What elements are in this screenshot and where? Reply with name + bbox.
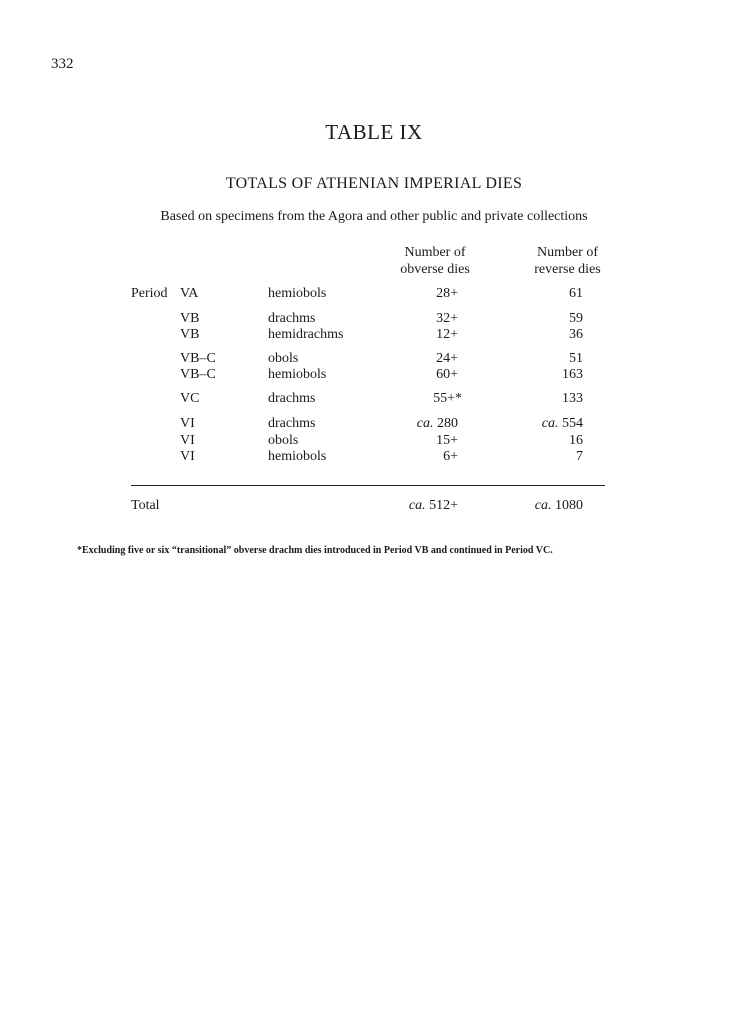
table-row	[0, 327, 748, 345]
reverse-value: 61	[569, 286, 583, 301]
obverse-value: 55+*	[433, 391, 462, 406]
reverse-value: 163	[562, 367, 583, 382]
table-row	[0, 367, 748, 385]
table-heading: TOTALS OF ATHENIAN IMPERIAL DIES	[225, 175, 523, 192]
total-label: Total	[131, 498, 160, 513]
obverse-count	[417, 416, 458, 432]
denomination: obols	[268, 433, 299, 448]
period-code: VI	[180, 449, 195, 464]
denomination: hemiobols	[268, 367, 327, 382]
table-subtitle: Based on specimens from the Agora and other public and private collections	[160, 209, 588, 224]
table-row	[0, 416, 748, 434]
reverse-count	[569, 327, 583, 343]
period-label: Period	[131, 286, 168, 301]
period-code: VB	[180, 327, 200, 342]
reverse-count	[542, 416, 583, 432]
reverse-value: 59	[569, 311, 583, 326]
period-code: VI	[180, 416, 195, 431]
column-header-obverse-line2: obverse dies	[400, 262, 470, 277]
period-code: VA	[180, 286, 199, 301]
obverse-count	[436, 433, 458, 449]
reverse-value: 51	[569, 351, 583, 366]
reverse-count	[569, 286, 583, 302]
page-number: 332	[51, 56, 74, 72]
obverse-value: 60+	[436, 367, 458, 382]
obverse-count	[436, 311, 458, 327]
period-code: VB–C	[180, 351, 216, 366]
period-code: VB	[180, 311, 200, 326]
obverse-count	[436, 351, 458, 367]
circa-prefix: ca.	[408, 498, 426, 513]
total-obverse	[409, 498, 458, 514]
circa-prefix: ca.	[541, 416, 559, 431]
table-row	[0, 286, 748, 304]
footnote: *Excluding five or six “transitional” obverse drachm dies introduced in Period VB and continued in Period VC.	[77, 545, 553, 556]
reverse-value: 7	[576, 449, 583, 464]
obverse-count	[436, 286, 458, 302]
denomination: drachms	[268, 311, 316, 326]
denomination: hemiobols	[268, 286, 327, 301]
total-obverse-value: 512+	[429, 498, 458, 513]
obverse-count	[436, 327, 458, 343]
period-code: VB–C	[180, 367, 216, 382]
circa-prefix: ca.	[416, 416, 434, 431]
reverse-count	[562, 367, 583, 383]
reverse-count	[569, 311, 583, 327]
obverse-value: 15+	[436, 433, 458, 448]
reverse-value: 554	[562, 416, 583, 431]
reverse-count	[562, 391, 583, 407]
obverse-count	[443, 449, 458, 465]
column-header-obverse	[370, 244, 500, 278]
table-row	[0, 391, 748, 409]
denomination: drachms	[268, 416, 316, 431]
obverse-count	[436, 367, 458, 383]
table-title: TABLE IX	[325, 120, 423, 144]
table-row	[0, 449, 748, 467]
column-header-reverse-line1: Number of	[536, 245, 599, 260]
obverse-value: 12+	[436, 327, 458, 342]
period-code: VI	[180, 433, 195, 448]
column-header-reverse-line2: reverse dies	[534, 262, 601, 277]
total-row	[0, 498, 748, 516]
reverse-value: 133	[562, 391, 583, 406]
reverse-count	[569, 433, 583, 449]
total-reverse-value: 1080	[555, 498, 583, 513]
reverse-value: 36	[569, 327, 583, 342]
obverse-value: 24+	[436, 351, 458, 366]
reverse-count	[576, 449, 583, 465]
total-rule	[131, 485, 605, 486]
obverse-value: 28+	[436, 286, 458, 301]
column-header-obverse-line1: Number of	[404, 245, 466, 260]
obverse-value: 280	[437, 416, 458, 431]
denomination: drachms	[268, 391, 316, 406]
reverse-count	[569, 351, 583, 367]
obverse-value: 32+	[436, 311, 458, 326]
obverse-value: 6+	[443, 449, 458, 464]
obverse-count	[433, 391, 462, 407]
total-reverse	[535, 498, 583, 514]
denomination: hemidrachms	[268, 327, 344, 342]
denomination: obols	[268, 351, 299, 366]
period-code: VC	[180, 391, 200, 406]
reverse-value: 16	[569, 433, 583, 448]
circa-prefix: ca.	[534, 498, 552, 513]
column-header-reverse	[505, 244, 630, 278]
denomination: hemiobols	[268, 449, 327, 464]
